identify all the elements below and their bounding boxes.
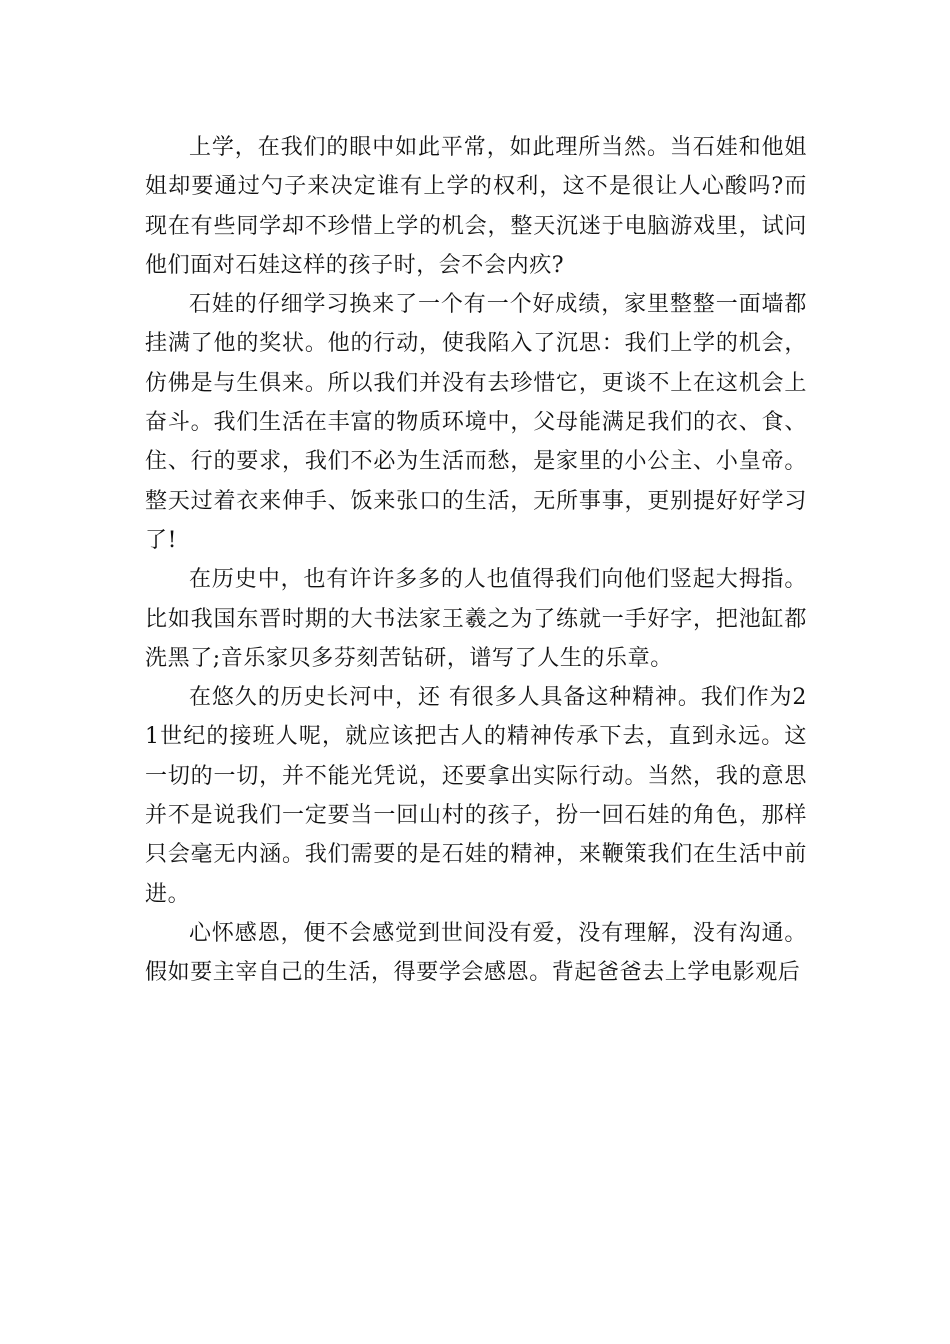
paragraph-4: 在悠久的历史长河中，还 有很多人具备这种精神。我们作为21世纪的接班人呢，就应该把古人的精神传承下去，直到永远。这一切的一切，并不能光凭说，还要拿出实际行动。当然，我的意思并不是说我们一定要当一回山村的孩子，扮一回石娃的角色，那样只会毫无内涵。我们需要的是石娃的精神，来鞭策我们在生活中前进。	[145, 685, 807, 907]
paragraph-1: 上学，在我们的眼中如此平常，如此理所当然。当石娃和他姐姐却要通过勺子来决定谁有上学的权利，这不是很让人心酸吗?而现在有些同学却不珍惜上学的机会，整天沉迷于电脑游戏里，试问他们面对石娃这样的孩子时，会不会内疚?	[145, 135, 807, 278]
paragraph-2: 石娃的仔细学习换来了一个有一个好成绩，家里整整一面墙都挂满了他的奖状。他的行动，使我陷入了沉思：我们上学的机会，仿佛是与生俱来。所以我们并没有去珍惜它，更谈不上在这机会上奋斗。我们生活在丰富的物质环境中，父母能满足我们的衣、食、住、行的要求，我们不必为生活而愁，是家里的小公主、小皇帝。整天过着衣来伸手、饭来张口的生活，无所事事，更别提好好学习了!	[145, 292, 807, 553]
document-body	[145, 128, 807, 993]
paragraph-5: 心怀感恩，便不会感觉到世间没有爱，没有理解，没有沟通。假如要主宰自己的生活，得要学会感恩。背起爸爸去上学电影观后	[145, 920, 807, 986]
paragraph-3: 在历史中，也有许许多多的人也值得我们向他们竖起大拇指。比如我国东晋时期的大书法家王羲之为了练就一手好字，把池缸都洗黑了;音乐家贝多芬刻苦钻研，谱写了人生的乐章。	[145, 567, 807, 671]
